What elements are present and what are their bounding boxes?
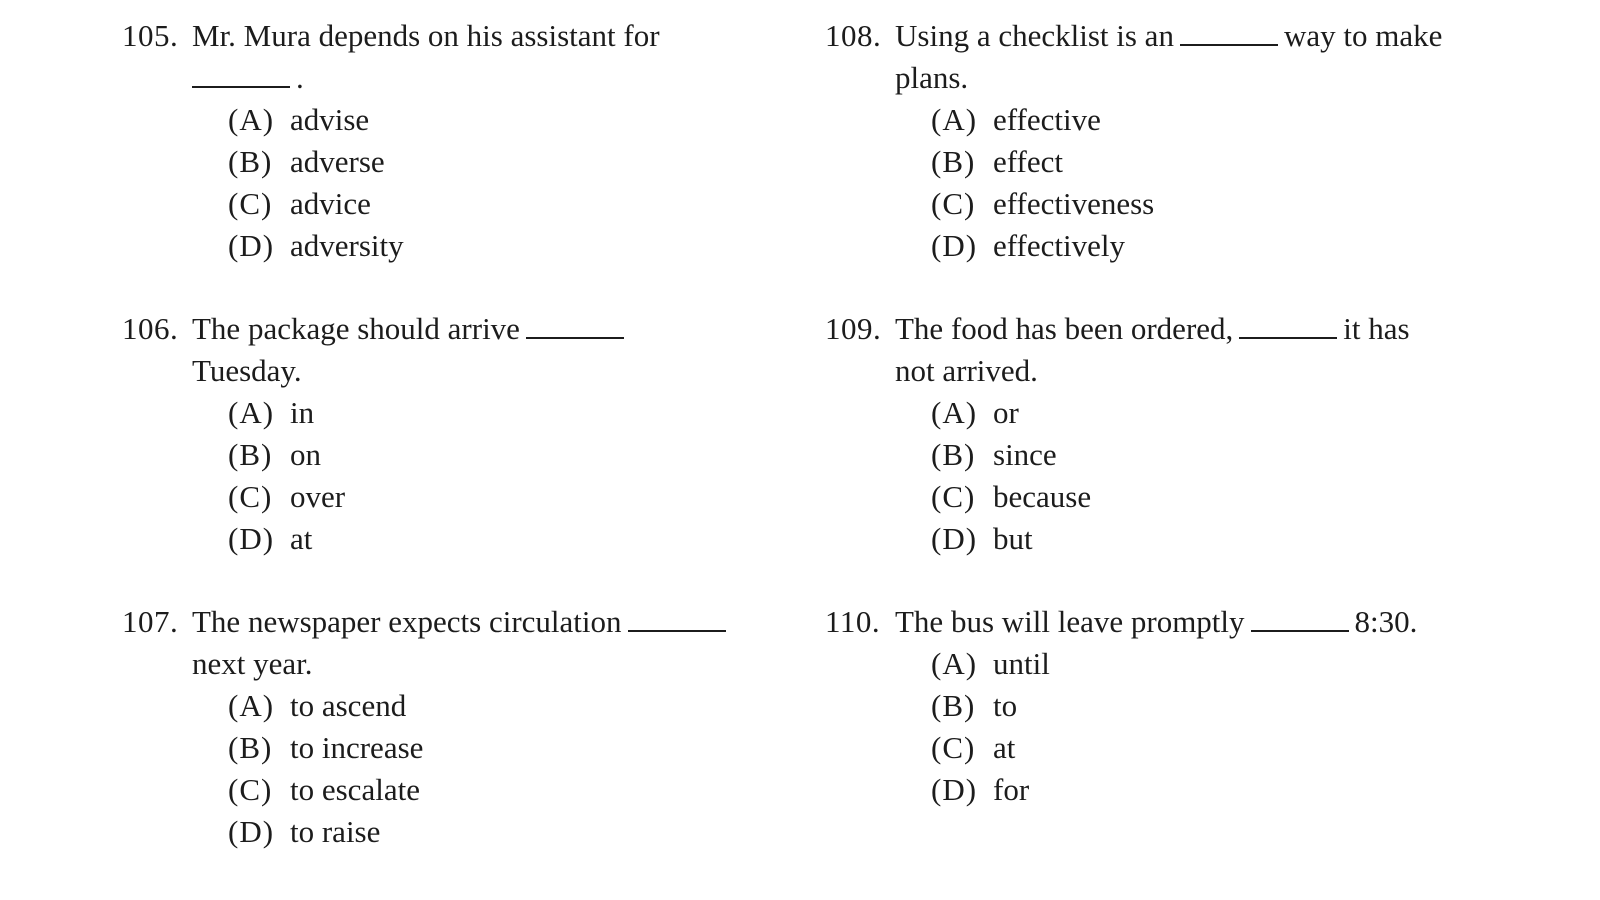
option-a[interactable] — [228, 99, 822, 141]
option-text: because — [993, 479, 1092, 514]
question-number: 106. — [122, 311, 179, 346]
question-stem — [825, 308, 1525, 392]
question-number: 109. — [825, 311, 882, 346]
option-text: to raise — [290, 814, 381, 849]
question-stem — [122, 601, 822, 685]
question-105 — [122, 15, 822, 308]
option-letter: (D) — [228, 814, 275, 849]
option-c[interactable] — [931, 183, 1525, 225]
question-106 — [122, 308, 822, 601]
option-d[interactable] — [228, 811, 822, 853]
option-text: advice — [290, 186, 371, 221]
question-stem — [825, 601, 1525, 643]
option-text: since — [993, 437, 1057, 472]
option-c[interactable] — [931, 476, 1525, 518]
question-number: 110. — [825, 604, 881, 639]
question-text-before: The newspaper expects circulation — [192, 604, 622, 639]
option-letter: (D) — [931, 521, 978, 556]
option-c[interactable] — [228, 183, 822, 225]
option-letter: (C) — [228, 186, 273, 221]
question-text — [192, 308, 752, 392]
option-letter: (B) — [228, 730, 273, 765]
option-text: effective — [993, 102, 1101, 137]
option-d[interactable] — [228, 518, 822, 560]
question-text-after: next year. — [192, 646, 313, 681]
option-a[interactable] — [931, 643, 1525, 685]
option-letter: (D) — [931, 228, 978, 263]
question-text-after: 8:30. — [1354, 604, 1418, 639]
option-text: in — [290, 395, 315, 430]
option-b[interactable] — [228, 727, 822, 769]
option-letter: (B) — [931, 144, 976, 179]
answer-options — [931, 392, 1525, 560]
option-letter: (D) — [228, 228, 275, 263]
option-text: or — [993, 395, 1019, 430]
question-text-before: The package should arrive — [192, 311, 520, 346]
answer-options — [228, 685, 822, 853]
answer-blank — [1239, 313, 1337, 339]
answer-options — [931, 643, 1525, 811]
question-text — [895, 601, 1455, 643]
answer-options — [931, 99, 1525, 267]
option-letter: (C) — [931, 479, 976, 514]
option-letter: (B) — [228, 144, 273, 179]
answer-blank — [628, 606, 726, 632]
question-number: 108. — [825, 18, 882, 53]
option-a[interactable] — [228, 392, 822, 434]
option-letter: (D) — [931, 772, 978, 807]
question-text — [192, 15, 752, 99]
question-stem — [122, 15, 822, 99]
option-letter: (A) — [931, 102, 978, 137]
option-d[interactable] — [931, 769, 1525, 811]
question-number: 107. — [122, 604, 179, 639]
option-text: on — [290, 437, 321, 472]
option-text: but — [993, 521, 1033, 556]
option-c[interactable] — [228, 476, 822, 518]
option-text: for — [993, 772, 1030, 807]
option-text: to ascend — [290, 688, 407, 723]
option-c[interactable] — [931, 727, 1525, 769]
option-text: effect — [993, 144, 1063, 179]
option-a[interactable] — [931, 392, 1525, 434]
answer-blank — [526, 313, 624, 339]
question-text-before: Using a checklist is an — [895, 18, 1174, 53]
answer-options — [228, 99, 822, 267]
option-text: to escalate — [290, 772, 420, 807]
question-text-after: it has not arrived. — [895, 311, 1410, 388]
option-d[interactable] — [931, 518, 1525, 560]
option-text: until — [993, 646, 1050, 681]
option-text: to — [993, 688, 1018, 723]
answer-blank — [192, 62, 290, 88]
option-text: over — [290, 479, 346, 514]
option-a[interactable] — [228, 685, 822, 727]
answer-options — [228, 392, 822, 560]
question-109 — [825, 308, 1525, 601]
option-letter: (A) — [228, 102, 275, 137]
option-letter: (A) — [931, 395, 978, 430]
option-letter: (C) — [228, 772, 273, 807]
option-letter: (A) — [931, 646, 978, 681]
option-letter: (B) — [931, 437, 976, 472]
question-text-before: The food has been ordered, — [895, 311, 1234, 346]
question-108 — [825, 15, 1525, 308]
option-text: effectiveness — [993, 186, 1155, 221]
question-text-after: . — [296, 60, 304, 95]
option-c[interactable] — [228, 769, 822, 811]
option-letter: (B) — [931, 688, 976, 723]
option-text: to increase — [290, 730, 424, 765]
question-text — [895, 308, 1455, 392]
option-text: adverse — [290, 144, 385, 179]
option-b[interactable] — [228, 141, 822, 183]
question-number: 105. — [122, 18, 179, 53]
question-stem — [122, 308, 822, 392]
option-d[interactable] — [931, 225, 1525, 267]
question-stem — [825, 15, 1525, 99]
question-text — [192, 601, 752, 685]
question-text-after: way to make plans. — [895, 18, 1443, 95]
option-letter: (A) — [228, 395, 275, 430]
option-a[interactable] — [931, 99, 1525, 141]
option-letter: (C) — [931, 186, 976, 221]
option-text: effectively — [993, 228, 1125, 263]
option-letter: (C) — [931, 730, 976, 765]
option-b[interactable] — [931, 141, 1525, 183]
left-column — [122, 15, 822, 894]
option-b[interactable] — [228, 434, 822, 476]
option-b[interactable] — [931, 685, 1525, 727]
option-text: at — [993, 730, 1016, 765]
right-column — [825, 15, 1525, 894]
option-b[interactable] — [931, 434, 1525, 476]
option-letter: (A) — [228, 688, 275, 723]
option-letter: (B) — [228, 437, 273, 472]
question-text — [895, 15, 1455, 99]
option-text: at — [290, 521, 313, 556]
option-text: advise — [290, 102, 370, 137]
answer-blank — [1180, 20, 1278, 46]
option-text: adversity — [290, 228, 404, 263]
option-letter: (D) — [228, 521, 275, 556]
question-110 — [825, 601, 1525, 894]
question-107 — [122, 601, 822, 894]
question-text-after: Tuesday. — [192, 353, 302, 388]
answer-blank — [1251, 606, 1349, 632]
option-letter: (C) — [228, 479, 273, 514]
option-d[interactable] — [228, 225, 822, 267]
question-text-before: Mr. Mura depends on his assistant for — [192, 18, 660, 53]
question-text-before: The bus will leave promptly — [895, 604, 1245, 639]
